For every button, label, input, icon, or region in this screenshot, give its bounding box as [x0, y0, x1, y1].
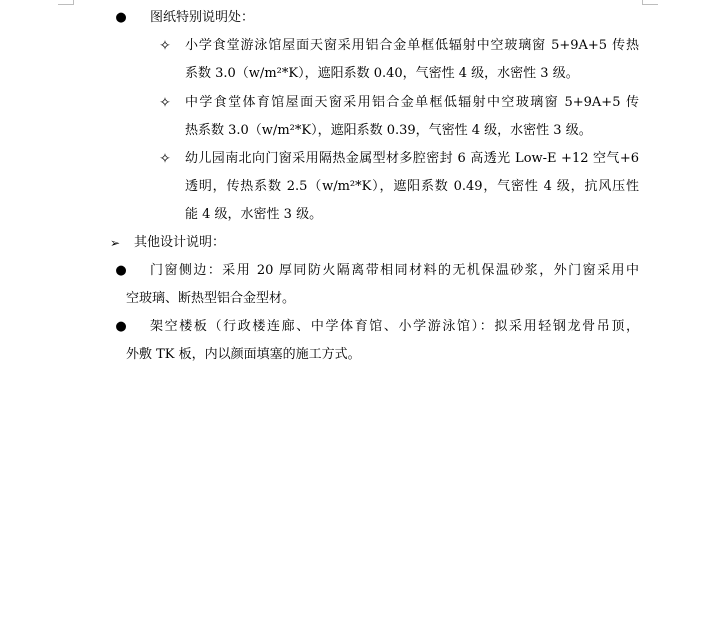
paragraph-line: 小学食堂游泳馆屋面天窗采用铝合金单框低辐射中空玻璃窗 5+9A+5 传热	[185, 38, 639, 53]
paragraph-line: 外敷 TK 板，内以颜面填塞的施工方式。	[126, 347, 361, 362]
paragraph-line: 空玻璃、断热型铝合金型材。	[126, 291, 296, 306]
diamond-bullet-icon: ✧	[159, 151, 171, 167]
section-heading: 图纸特别说明处：	[150, 10, 255, 25]
crop-mark-top-left	[58, 4, 74, 5]
section-heading: 其他设计说明：	[134, 235, 226, 250]
paragraph-line: 架空楼板（行政楼连廊、中学体育馆、小学游泳馆）：拟采用轻钢龙骨吊顶，	[150, 319, 639, 334]
paragraph-line: 门窗侧边：采用 20 厚同防火隔离带相同材料的无机保温砂浆，外门窗采用中	[150, 263, 639, 278]
diamond-bullet-icon: ✧	[159, 38, 171, 54]
paragraph-line: 系数 3.0（w/m²*K），遮阳系数 0.40，气密性 4 级，水密性 3 级。	[185, 66, 579, 81]
paragraph-line: 幼儿园南北向门窗采用隔热金属型材多腔密封 6 高透光 Low-E +12 空气+6	[185, 151, 639, 166]
bullet-icon: ●	[115, 263, 127, 278]
bullet-icon: ●	[115, 319, 127, 334]
paragraph-line: 能 4 级，水密性 3 级。	[185, 207, 323, 222]
crop-mark-top-right	[642, 4, 658, 5]
arrow-bullet-icon: ➢	[109, 236, 121, 250]
paragraph-line: 中学食堂体育馆屋面天窗采用铝合金单框低辐射中空玻璃窗 5+9A+5 传	[185, 95, 639, 110]
paragraph-line: 热系数 3.0（w/m²*K），遮阳系数 0.39，气密性 4 级，水密性 3 级。	[185, 123, 592, 138]
paragraph-line: 透明，传热系数 2.5（w/m²*K），遮阳系数 0.49，气密性 4 级，抗风压性	[185, 179, 639, 194]
bullet-icon: ●	[115, 10, 127, 25]
diamond-bullet-icon: ✧	[159, 95, 171, 111]
